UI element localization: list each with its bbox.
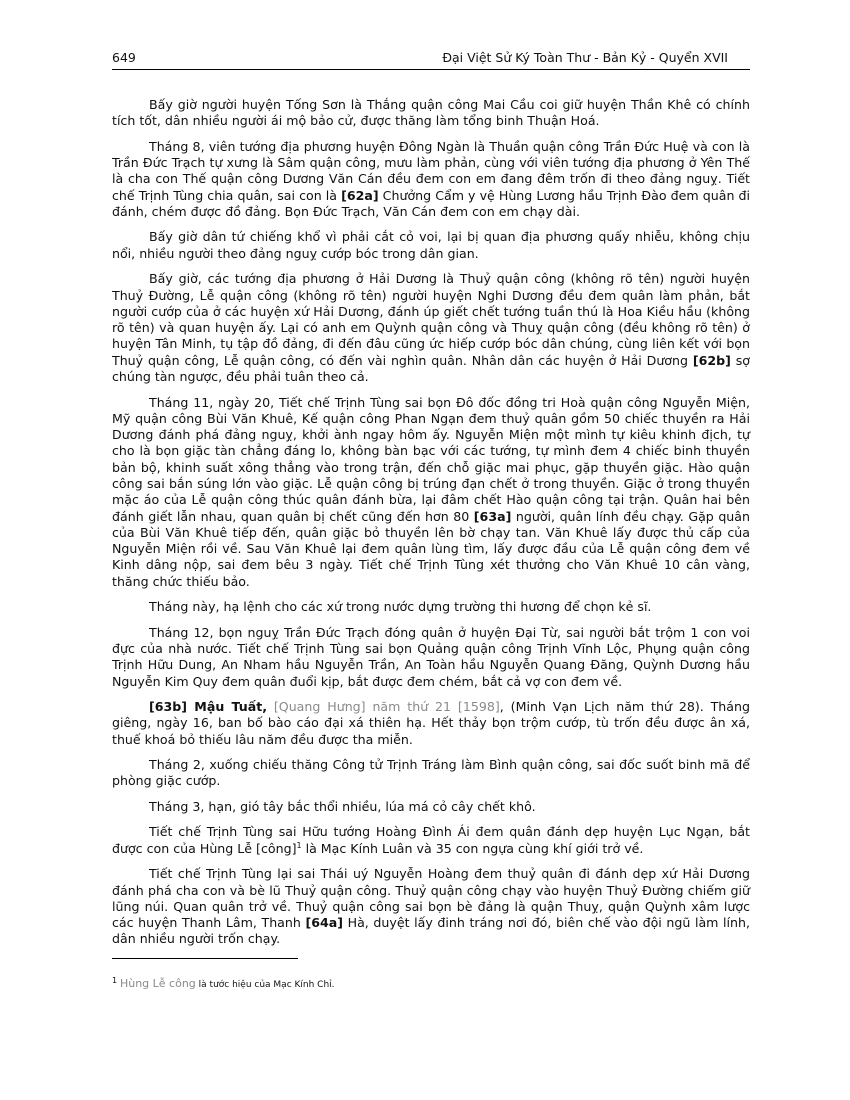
era-name: [Quang Hưng] năm thứ 21 [1598] (267, 699, 500, 715)
paragraph-1: Bấy giờ người huyện Tống Sơn là Thắng quận công Mai Cầu coi giữ huyện Thần Khê có chính tích tốt, dân nhiều người ái mộ bảo cử, được thăng làm tổng binh Thuận Hoá. (112, 97, 750, 129)
running-title: Đại Việt Sử Ký Toàn Thư - Bản Kỷ - Quyển XVII (442, 50, 728, 65)
paragraph-12: Tiết chế Trịnh Tùng lại sai Thái uý Nguyễn Hoàng đem thuỷ quân đi đánh dẹp xứ Hải Dương đánh phá cha con và bè lũ Thuỷ quận công. Thuỷ quận công chạy vào huyện Thuỷ Đường chiếm giữ lũng núi. Quan quân trở về. Thuỷ quận công sai bọn bè đảng là quận Thuỵ, quận Quỳnh xâm lược các huyện Thanh Lâm, Thanh [64a] Hà, duyệt lấy đinh tráng nơi đó, biên chế vào đội ngũ làm lính, dân nhiều người trốn chạy. (112, 866, 750, 947)
folio-ref: [62b] (692, 352, 731, 368)
header-rule (112, 69, 750, 70)
paragraph-3: Bấy giờ dân tứ chiếng khổ vì phải cắt cỏ voi, lại bị quan địa phương quấy nhiễu, không chịu nổi, nhiều người theo đảng nguỵ cướp bóc trong dân gian. (112, 229, 750, 261)
body-text (112, 97, 750, 948)
paragraph-5: Tháng 11, ngày 20, Tiết chế Trịnh Tùng sai bọn Đô đốc đồng tri Hoà quận công Nguyễn Miện, Mỹ quận công Bùi Văn Khuê, Kế quận công Phan Ngạn đem thuỷ quân gồm 50 chiếc thuyền ra Hải Dương đánh phá đảng nguỵ, khởi ành ngay hôm ấy. Nguyễn Miện một mình tự kiêu khinh địch, tự cho là bọn giặc tàn chẳng đáng lo, không bàn bạc với các tướng, tự mình đem 4 chiếc binh thuyền bản bộ, khinh suất xông thẳng vào trong trận, đến chỗ giặc mai phục, gặp thuyền giặc. Hào quận công sai bắn súng lớn vào giặc. Lễ quận công bị trúng đạn chết ở trong thuyền. Giặc ở trong thuyền mặc áo của Lễ quận công thúc quân đánh bừa, lại đâm chết Hào quận công tại trận. Quân hai bên đánh giết lẫn nhau, quan quân bị chết cũng đến hơn 80 [63a] người, quân lính đều chạy. Gặp quân của Bùi Văn Khuê tiếp đến, quân giặc bỏ thuyền lên bờ chạy tan. Văn Khuê lấy được thủ cấp của Nguyễn Miện rồi về. Sau Văn Khuê lại đem quân lùng tìm, lấy được đầu của Lễ quận công đem về Kinh dâng nộp, sai đem bêu 3 ngày. Tiết chế Trịnh Tùng xét thưởng cho Văn Khuê 10 cân vàng, thăng chức thiếu bảo. (112, 394, 750, 589)
footnote-term: Hùng Lễ công (119, 977, 196, 990)
footnote-number: 1 (112, 976, 118, 985)
footnote-rule (112, 958, 298, 959)
paragraph-6: Tháng này, hạ lệnh cho các xứ trong nước dựng trường thi hương để chọn kẻ sĩ. (149, 599, 652, 615)
footnote-text: là tước hiệu của Mạc Kính Chỉ. (195, 980, 335, 990)
folio-ref: [62a] (341, 187, 379, 203)
page-header (112, 50, 750, 68)
paragraph-8: [63b] Mậu Tuất, [Quang Hưng] năm thứ 21 [1598], (Minh Vạn Lịch năm thứ 28). Tháng giêng, ngày 16, ban bố bào cáo đại xá thiên hạ. Hết thảy bọn trộm cướp, tù trốn đều được ân xá, thuế khoá bỏ thiếu lâu năm đều được tha miễn. (112, 699, 750, 747)
paragraph-4: Bấy giờ, các tướng địa phương ở Hải Dương là Thuỷ quận công (không rõ tên) người huyện Thuỷ Đường, Lễ quận công (không rõ tên) người huyện Nghi Dương đều đem quân làm phản, bắt người cướp của ở các huyện xứ Hải Dương, đánh úp giết chết tướng tuần thú là Hoa Kiều hầu (không rõ tên) và quan huyện ấy. Lại có anh em Quỳnh quận công và Thuỵ quận công (đều không rõ tên) ở huyện Tân Minh, tụ tập đồ đảng, đi đến đâu cũng ức hiếp cướp bóc dân chúng, cùng liên kết với bọn Thuỷ quận công, Lễ quận công, có đến vài nghìn quân. Nhân dân các huyện ở Hải Dương [62b] sợ chúng tàn ngược, đều phải tuân theo cả. (112, 271, 750, 385)
paragraph-11: Tiết chế Trịnh Tùng sai Hữu tướng Hoàng Đình Ái đem quân đánh dẹp huyện Lục Ngạn, bắt được con của Hùng Lễ [công]$^1$ là Mạc Kính Luân và 35 con ngựa cùng khí giới trở về. (112, 824, 750, 856)
paragraph-7: Tháng 12, bọn nguỵ Trần Đức Trạch đóng quân ở huyện Đại Từ, sai người bắt trộm 1 con voi đực của nhà nước. Tiết chế Trịnh Tùng sai bọn Quảng quận công Trịnh Vĩnh Lộc, Phụng quận công Trịnh Hữu Dung, An Nham hầu Nguyễn Trần, An Toàn hầu Nguyễn Quang Đăng, Quỳnh Dương hầu Nguyễn Kim Quy đem quân đuổi kịp, bắt được đem chém, bắt cả vợ con đem về. (112, 624, 750, 689)
folio-ref: [64a] (305, 915, 344, 931)
paragraph-9: Tháng 2, xuống chiếu thăng Công tử Trịnh Tráng làm Bình quận công, sai đốc suốt binh mã để phòng giặc cướp. (112, 757, 750, 789)
paragraph-10: Tháng 3, hạn, gió tây bắc thổi nhiều, lúa má cỏ cây chết khô. (149, 798, 536, 814)
folio-ref: [63a] (473, 508, 512, 524)
footnote (112, 977, 750, 990)
year-heading: [63b] Mậu Tuất, (149, 699, 268, 715)
footnote-marker[interactable]: 1 (296, 840, 302, 850)
page-number: 649 (112, 50, 136, 65)
paragraph-2: Tháng 8, viên tướng địa phương huyện Đông Ngàn là Thuần quận công Trần Đức Huệ và con là Trần Đức Trạch tự xưng là Sâm quận công, mưu làm phản, cùng với viên tướng địa phương ở Yên Thế là cha con Thế quận công Dương Văn Cán đều đem con em đang đêm trốn đi theo đảng nguỵ. Tiết chế Trịnh Tùng chia quân, sai con là [62a] Chưởng Cẩm y vệ Hùng Lương hầu Trịnh Đào đem quân đi đánh, chém được đồ đảng. Bọn Đức Trạch, Văn Cán đem con em chạy dài. (112, 138, 750, 219)
